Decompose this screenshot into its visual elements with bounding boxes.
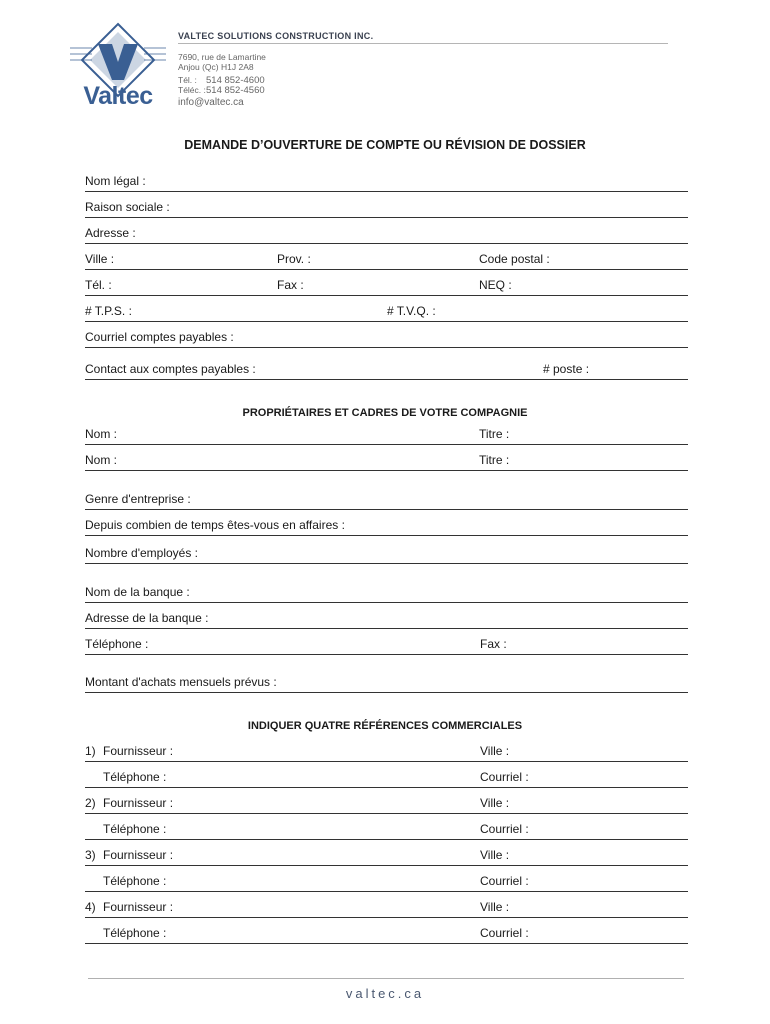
- label-raison-sociale: Raison sociale :: [85, 200, 170, 214]
- label-telephone: Téléphone :: [103, 874, 167, 888]
- form-title: DEMANDE D’OUVERTURE DE COMPTE OU RÉVISION DE DOSSIER: [184, 138, 586, 152]
- label-prov: Prov. :: [277, 252, 311, 266]
- label-adresse-banque: Adresse de la banque :: [85, 611, 209, 625]
- reference-2-contact-row[interactable]: [85, 819, 688, 840]
- phone-number: 514 852-4600: [206, 75, 265, 86]
- label-ville: Ville :: [480, 900, 510, 914]
- label-courriel: Courriel :: [480, 770, 529, 784]
- label-telephone: Téléphone :: [103, 822, 167, 836]
- contact-email: info@valtec.ca: [178, 97, 244, 108]
- label-nom: Nom :: [85, 427, 118, 441]
- owners-heading: PROPRIÉTAIRES ET CADRES DE VOTRE COMPAGNIE: [242, 407, 528, 419]
- label-nom-legal: Nom légal :: [85, 174, 146, 188]
- label-fournisseur: Fournisseur :: [103, 900, 174, 914]
- label-fax: Fax :: [277, 278, 304, 292]
- field-tel-fax-neq[interactable]: [85, 275, 688, 296]
- label-depuis: Depuis combien de temps êtes-vous en affaires :: [85, 518, 345, 532]
- label-fournisseur: Fournisseur :: [103, 848, 174, 862]
- field-adresse-banque[interactable]: [85, 608, 688, 629]
- label-contact-cp: Contact aux comptes payables :: [85, 362, 256, 376]
- field-montant[interactable]: [85, 672, 688, 693]
- label-employes: Nombre d'employés :: [85, 546, 199, 560]
- label-neq: NEQ :: [479, 278, 512, 292]
- field-nom-legal[interactable]: [85, 171, 688, 192]
- label-ville: Ville :: [480, 796, 510, 810]
- footer-website: valtec.ca: [345, 986, 425, 1001]
- label-montant: Montant d'achats mensuels prévus :: [85, 675, 277, 689]
- label-ville: Ville :: [85, 252, 115, 266]
- label-poste: # poste :: [543, 362, 590, 376]
- field-adresse[interactable]: [85, 223, 688, 244]
- field-employes[interactable]: [85, 543, 688, 564]
- reference-3-contact-row[interactable]: [85, 871, 688, 892]
- label-tvq: # T.V.Q. :: [387, 304, 436, 318]
- label-ville: Ville :: [480, 848, 510, 862]
- label-tel: Tél. :: [85, 278, 112, 292]
- address-line-2: Anjou (Qc) H1J 2A8: [178, 62, 254, 72]
- label-fournisseur: Fournisseur :: [103, 744, 174, 758]
- field-tps-tvq[interactable]: [85, 301, 688, 322]
- owner-row-2[interactable]: [85, 450, 688, 471]
- header-rule: [178, 43, 668, 44]
- reference-4-supplier-row[interactable]: [85, 897, 688, 918]
- label-titre: Titre :: [479, 453, 510, 467]
- label-courriel: Courriel :: [480, 822, 529, 836]
- field-ville-prov-cp[interactable]: [85, 249, 688, 270]
- label-fournisseur: Fournisseur :: [103, 796, 174, 810]
- label-banque: Nom de la banque :: [85, 585, 190, 599]
- field-contact-cp[interactable]: [85, 359, 688, 380]
- label-ville: Ville :: [480, 744, 510, 758]
- label-courriel: Courriel :: [480, 874, 529, 888]
- label-nom: Nom :: [85, 453, 118, 467]
- reference-2-supplier-row[interactable]: [85, 793, 688, 814]
- phone-label: Tél. :: [178, 75, 197, 85]
- fax-label: Téléc. :: [178, 85, 206, 95]
- reference-number: 2): [85, 796, 96, 810]
- label-code-postal: Code postal :: [479, 252, 550, 266]
- logo-wordmark: Valtec: [83, 82, 153, 110]
- field-banque-tel-fax[interactable]: [85, 634, 688, 655]
- reference-number: 4): [85, 900, 96, 914]
- address-line-1: 7690, rue de Lamartine: [178, 52, 266, 62]
- label-courriel: Courriel :: [480, 926, 529, 940]
- label-adresse: Adresse :: [85, 226, 136, 240]
- field-courriel-cp[interactable]: [85, 327, 688, 348]
- footer-rule: [88, 978, 684, 979]
- fax-row: [178, 85, 265, 96]
- label-courriel-cp: Courriel comptes payables :: [85, 330, 234, 344]
- reference-number: 1): [85, 744, 96, 758]
- field-depuis[interactable]: [85, 515, 688, 536]
- field-genre-entreprise[interactable]: [85, 489, 688, 510]
- phone-row: [178, 75, 265, 86]
- references-heading: INDIQUER QUATRE RÉFÉRENCES COMMERCIALES: [247, 720, 523, 732]
- label-tps: # T.P.S. :: [85, 304, 132, 318]
- label-genre-entreprise: Genre d'entreprise :: [85, 492, 191, 506]
- label-telephone: Téléphone :: [103, 770, 167, 784]
- label-telephone: Téléphone :: [85, 637, 149, 651]
- company-name: VALTEC SOLUTIONS CONSTRUCTION INC.: [178, 31, 374, 41]
- reference-1-contact-row[interactable]: [85, 767, 688, 788]
- reference-4-contact-row[interactable]: [85, 923, 688, 944]
- label-titre: Titre :: [479, 427, 510, 441]
- fax-number: 514 852-4560: [206, 85, 265, 96]
- label-fax: Fax :: [480, 637, 507, 651]
- field-banque[interactable]: [85, 582, 688, 603]
- label-telephone: Téléphone :: [103, 926, 167, 940]
- owner-row-1[interactable]: [85, 424, 688, 445]
- field-raison-sociale[interactable]: [85, 197, 688, 218]
- reference-number: 3): [85, 848, 96, 862]
- reference-1-supplier-row[interactable]: [85, 741, 688, 762]
- reference-3-supplier-row[interactable]: [85, 845, 688, 866]
